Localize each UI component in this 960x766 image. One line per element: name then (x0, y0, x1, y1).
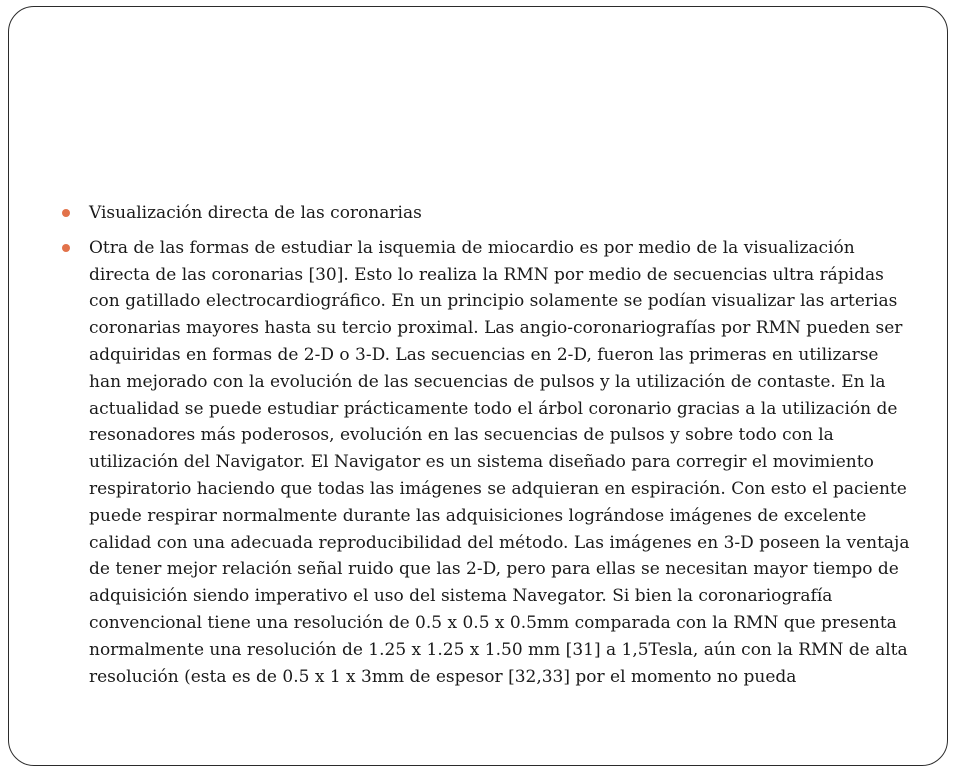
bullet-dot-icon (62, 209, 70, 217)
bullet-item-paragraph (62, 235, 912, 691)
bullet-paragraph-text: Otra de las formas de estudiar la isquemia de miocardio es por medio de la visualización directa de las coronarias [30]. Esto lo realiza la RMN por medio de secuencias ultra rápidas con gatillado electrocardiográfico. En un principio solamente se podían visualizar las arterias coronarias mayores hasta su tercio proximal. Las angio-coronariografías por RMN pueden ser adquiridas en formas de 2-D o 3-D. Las secuencias en 2-D, fueron las primeras en utilizarse han mejorado con la evolución de las secuencias de pulsos y la utilización de contaste. En la actualidad se puede estudiar prácticamente todo el árbol coronario gracias a la utilización de resonadores más poderosos, evolución en las secuencias de pulsos y sobre todo con la utilización del Navigator. El Navigator es un sistema diseñado para corregir el movimiento respiratorio haciendo que todas las imágenes se adquieran en espiración. Con esto el paciente puede respirar normalmente durante las adquisiciones lográndose imágenes de excelente calidad con una adecuada reproducibilidad del método. Las imágenes en 3-D poseen la ventaja de tener mejor relación señal ruido que las 2-D, pero para ellas se necesitan mayor tiempo de adquisición siendo imperativo el uso del sistema Navegator. Si bien la coronariografía convencional tiene una resolución de 0.5 x 0.5 x 0.5mm comparada con la RMN que presenta normalmente una resolución de 1.25 x 1.25 x 1.50 mm [31] a 1,5Tesla, aún con la RMN de alta resolución (esta es de 0.5 x 1 x 3mm de espesor [32,33] por el momento no pueda (89, 237, 910, 687)
bullet-dot-icon (62, 244, 70, 252)
slide-body (62, 200, 912, 690)
bullet-heading-text: Visualización directa de las coronarias (89, 203, 422, 223)
bullet-item-heading (62, 200, 912, 227)
